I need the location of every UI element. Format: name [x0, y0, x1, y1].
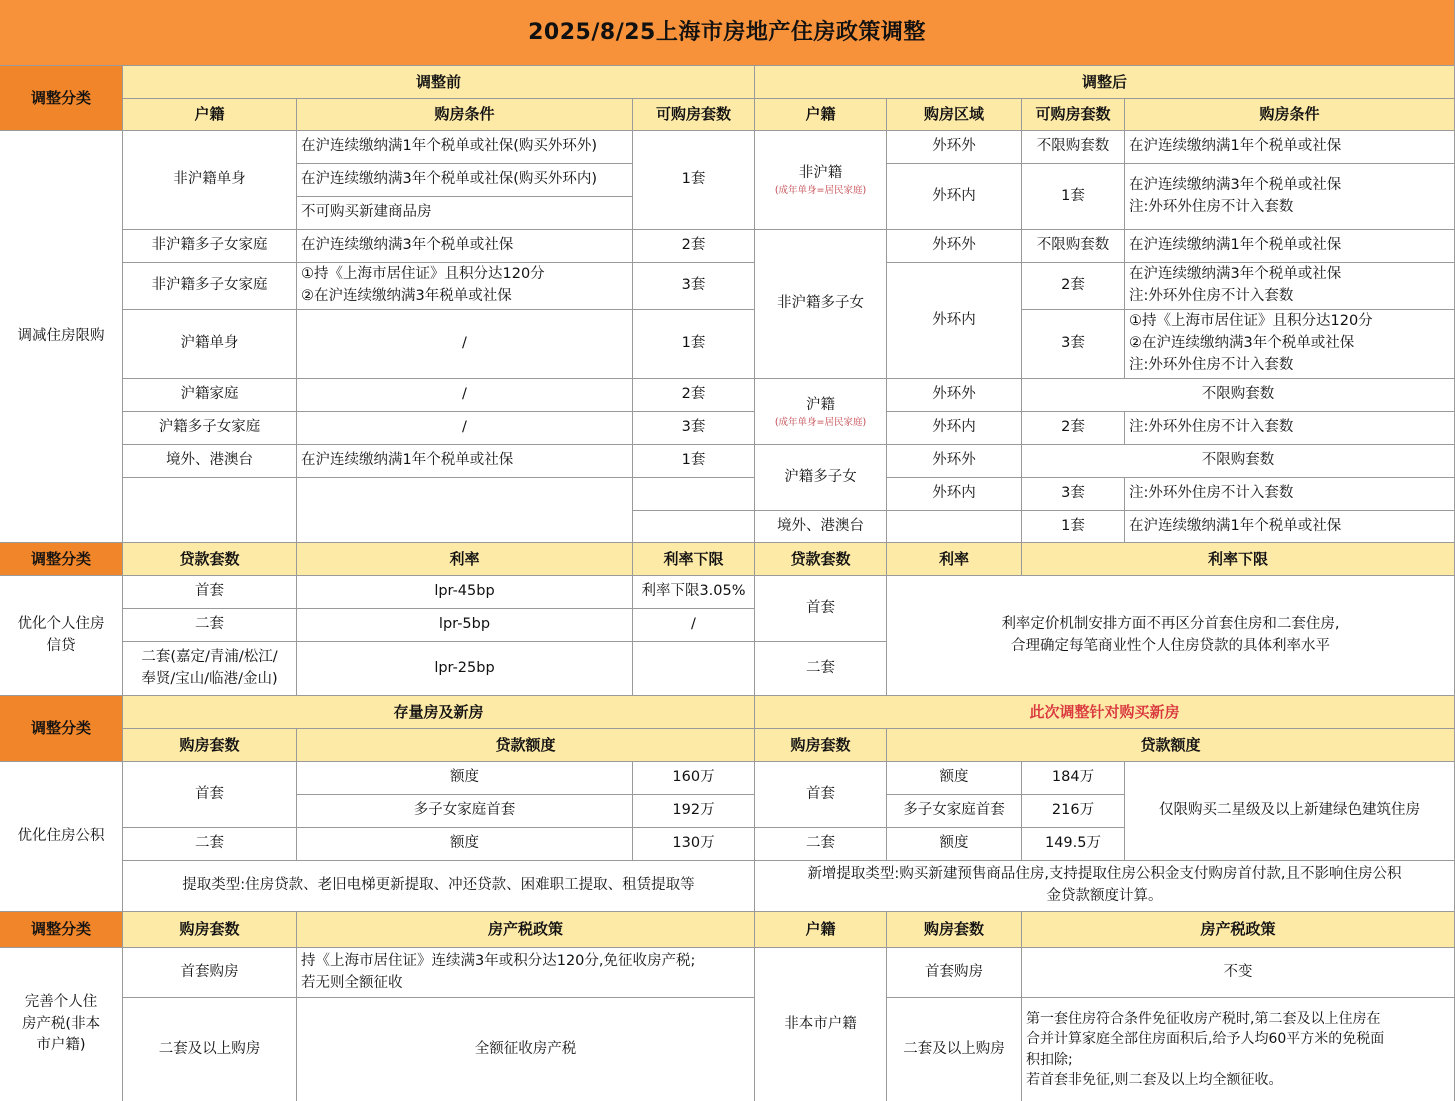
- hukou-note: (成年单身=居民家庭): [774, 416, 867, 428]
- category-header: 调整分类: [0, 912, 123, 948]
- table-cell: 1套: [1022, 511, 1125, 543]
- table-cell: 额度: [297, 762, 633, 795]
- table-cell: 在沪连续缴纳满1年个税单或社保: [1125, 511, 1455, 543]
- hukou-local-multi: 沪籍多子女: [755, 445, 887, 511]
- section-name: 优化住房公积: [0, 762, 123, 912]
- table-cell: 注:外环外住房不计入套数: [1125, 412, 1455, 445]
- empty-cell: [633, 642, 755, 696]
- hukou-local: [755, 379, 887, 445]
- table-cell: 外环内: [887, 412, 1022, 445]
- col-purchase-conditions-after: 购房条件: [1125, 99, 1455, 131]
- table-cell: 境外、港澳台: [123, 445, 297, 478]
- table-cell: 额度: [887, 762, 1022, 795]
- table-cell: 192万: [633, 795, 755, 828]
- hukou-label: 沪籍: [806, 396, 835, 413]
- rate-policy-text: 利率定价机制安排方面不再区分首套住房和二套住房, 合理确定每笔商业性个人住房贷款的具体利率水平: [887, 576, 1455, 696]
- table-cell: 沪籍多子女家庭: [123, 412, 297, 445]
- table-cell: 在沪连续缴纳满3年个税单或社保 注:外环外住房不计入套数: [1125, 164, 1455, 230]
- table-cell: 在沪连续缴纳满1年个税单或社保(购买外环外): [297, 131, 633, 164]
- table-cell: /: [297, 310, 633, 379]
- col-purchasable-units: 可购房套数: [633, 99, 755, 131]
- table-cell: lpr-45bp: [297, 576, 633, 609]
- table-cell: 非沪籍单身: [123, 131, 297, 230]
- table-cell: 外环外: [887, 131, 1022, 164]
- col-hukou: 户籍: [123, 99, 297, 131]
- table-cell: 利率下限3.05%: [633, 576, 755, 609]
- table-cell: 二套: [123, 609, 297, 642]
- empty-cell: [633, 478, 755, 511]
- table-cell: lpr-25bp: [297, 642, 633, 696]
- category-header: 调整分类: [0, 696, 123, 762]
- table-cell: 首套: [123, 576, 297, 609]
- new-only-header: 此次调整针对购买新房: [755, 696, 1455, 729]
- table-cell: 沪籍单身: [123, 310, 297, 379]
- table-cell: lpr-5bp: [297, 609, 633, 642]
- table-cell: 注:外环外住房不计入套数: [1125, 478, 1455, 511]
- empty-cell: [297, 478, 633, 543]
- table-cell: 多子女家庭首套: [297, 795, 633, 828]
- table-cell: 额度: [297, 828, 633, 861]
- table-cell: 不限购套数: [1022, 445, 1455, 478]
- col-property-tax-policy-after: 房产税政策: [1022, 912, 1455, 948]
- table-cell: 不限购套数: [1022, 131, 1125, 164]
- col-rate-floor-after: 利率下限: [1022, 543, 1455, 576]
- col-hukou-tax: 户籍: [755, 912, 887, 948]
- table-cell: /: [633, 609, 755, 642]
- table-cell: 额度: [887, 828, 1022, 861]
- table-cell: 外环内: [887, 164, 1022, 230]
- withdrawal-before: 提取类型:住房贷款、老旧电梯更新提取、冲还贷款、困难职工提取、租赁提取等: [123, 861, 755, 912]
- col-hukou-after: 户籍: [755, 99, 887, 131]
- table-cell: 2套: [633, 230, 755, 263]
- table-cell: 不可购买新建商品房: [297, 197, 633, 230]
- withdrawal-after: 新增提取类型:购买新建预售商品住房,支持提取住房公积金支付购房首付款,且不影响住房公积 金贷款额度计算。: [755, 861, 1455, 912]
- hukou-nonlocal-multi: 非沪籍多子女: [755, 230, 887, 379]
- table-cell: /: [297, 412, 633, 445]
- table-cell: 外环外: [887, 230, 1022, 263]
- col-purchase-units-after: 购房套数: [755, 729, 887, 762]
- table-cell: 不限购套数: [1022, 379, 1455, 412]
- empty-cell: [123, 478, 297, 543]
- table-cell: ①持《上海市居住证》且积分达120分 ②在沪连续缴纳满3年个税单或社保 注:外环外住房不计入套数: [1125, 310, 1455, 379]
- table-cell: 160万: [633, 762, 755, 795]
- table-cell: 在沪连续缴纳满3年个税单或社保(购买外环内): [297, 164, 633, 197]
- table-cell: 在沪连续缴纳满1年个税单或社保: [297, 445, 633, 478]
- empty-cell: [633, 511, 755, 543]
- table-cell: 216万: [1022, 795, 1125, 828]
- col-purchasable-units-after: 可购房套数: [1022, 99, 1125, 131]
- col-rate: 利率: [297, 543, 633, 576]
- col-rate-floor: 利率下限: [633, 543, 755, 576]
- table-cell: 首套购房: [887, 948, 1022, 998]
- table-cell: 全额征收房产税: [297, 998, 755, 1101]
- col-purchase-units-tax-after: 购房套数: [887, 912, 1022, 948]
- col-purchase-area: 购房区域: [887, 99, 1022, 131]
- table-cell: 不限购套数: [1022, 230, 1125, 263]
- table-cell: 在沪连续缴纳满3年个税单或社保 注:外环外住房不计入套数: [1125, 263, 1455, 310]
- stock-and-new-header: 存量房及新房: [123, 696, 755, 729]
- table-cell: 1套: [633, 445, 755, 478]
- table-cell: 外环外: [887, 379, 1022, 412]
- table-cell: 1套: [633, 131, 755, 230]
- table-cell: 沪籍家庭: [123, 379, 297, 412]
- table-cell: 多子女家庭首套: [887, 795, 1022, 828]
- table-cell: 二套(嘉定/青浦/松江/ 奉贤/宝山/临港/金山): [123, 642, 297, 696]
- table-cell: 130万: [633, 828, 755, 861]
- table-cell: /: [297, 379, 633, 412]
- col-loan-amount: 贷款额度: [297, 729, 755, 762]
- table-cell: 非沪籍多子女家庭: [123, 263, 297, 310]
- table-cell: 在沪连续缴纳满1年个税单或社保: [1125, 131, 1455, 164]
- table-cell: 二套及以上购房: [887, 998, 1022, 1101]
- table-cell: 外环内: [887, 263, 1022, 379]
- table-cell: 外环外: [887, 445, 1022, 478]
- before-header: 调整前: [123, 66, 755, 99]
- after-header: 调整后: [755, 66, 1455, 99]
- hukou-nonlocal: [755, 131, 887, 230]
- green-building-note: 仅限购买二星级及以上新建绿色建筑住房: [1125, 762, 1455, 861]
- col-purchase-conditions: 购房条件: [297, 99, 633, 131]
- empty-cell: [887, 511, 1022, 543]
- table-cell: 二套: [755, 828, 887, 861]
- col-purchase-units-tax: 购房套数: [123, 912, 297, 948]
- table-cell: 在沪连续缴纳满1年个税单或社保: [1125, 230, 1455, 263]
- table-cell: 持《上海市居住证》连续满3年或积分达120分,免征收房产税; 若无则全额征收: [297, 948, 755, 998]
- table-cell: 首套: [755, 576, 887, 642]
- table-cell: 首套: [755, 762, 887, 828]
- table-cell: 3套: [1022, 478, 1125, 511]
- table-cell: 不变: [1022, 948, 1455, 998]
- col-purchase-units: 购房套数: [123, 729, 297, 762]
- table-cell: 第一套住房符合条件免征收房产税时,第二套及以上住房在 合并计算家庭全部住房面积后,给予人均60平方米的免税面 积扣除; 若首套非免征,则二套及以上均全额征收。: [1022, 998, 1455, 1101]
- table-cell: 1套: [633, 310, 755, 379]
- table-cell: 二套: [123, 828, 297, 861]
- table-cell: 外环内: [887, 478, 1022, 511]
- table-cell: 首套购房: [123, 948, 297, 998]
- table-cell: 二套及以上购房: [123, 998, 297, 1101]
- table-cell: 2套: [1022, 412, 1125, 445]
- hukou-label: 非沪籍: [798, 165, 843, 182]
- table-cell: 3套: [1022, 310, 1125, 379]
- hukou-overseas: 境外、港澳台: [755, 511, 887, 543]
- table-cell: 2套: [633, 379, 755, 412]
- table-cell: 在沪连续缴纳满3年个税单或社保: [297, 230, 633, 263]
- page-title: 2025/8/25上海市房地产住房政策调整: [0, 0, 1455, 66]
- table-cell: 184万: [1022, 762, 1125, 795]
- section-name: 调减住房限购: [0, 131, 123, 543]
- col-loan-amount-after: 贷款额度: [887, 729, 1455, 762]
- table-cell: 3套: [633, 412, 755, 445]
- col-property-tax-policy: 房产税政策: [297, 912, 755, 948]
- section-name: 优化个人住房 信贷: [0, 576, 123, 696]
- table-cell: 非沪籍多子女家庭: [123, 230, 297, 263]
- table-cell: 149.5万: [1022, 828, 1125, 861]
- table-cell: ①持《上海市居住证》且积分达120分 ②在沪连续缴纳满3年税单或社保: [297, 263, 633, 310]
- table-cell: 非本市户籍: [755, 948, 887, 1101]
- col-loan-units: 贷款套数: [123, 543, 297, 576]
- table-cell: 2套: [1022, 263, 1125, 310]
- table-cell: 二套: [755, 642, 887, 696]
- hukou-note: (成年单身=居民家庭): [774, 185, 867, 197]
- col-rate-after: 利率: [887, 543, 1022, 576]
- table-cell: 首套: [123, 762, 297, 828]
- col-loan-units-after: 贷款套数: [755, 543, 887, 576]
- section-name: 完善个人住 房产税(非本 市户籍): [0, 948, 123, 1101]
- table-cell: 1套: [1022, 164, 1125, 230]
- table-cell: 3套: [633, 263, 755, 310]
- category-header: 调整分类: [0, 66, 123, 131]
- category-header: 调整分类: [0, 543, 123, 576]
